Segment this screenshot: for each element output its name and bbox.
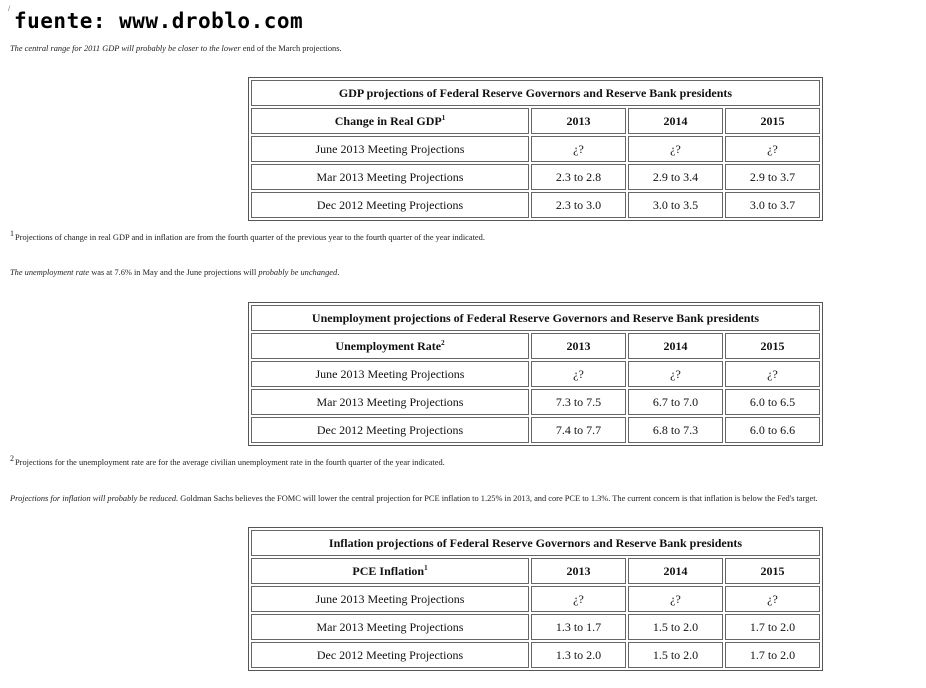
row-label: Mar 2013 Meeting Projections (251, 614, 529, 640)
value-cell: ¿? (725, 136, 820, 162)
gdp-intro-note (10, 44, 342, 53)
value-cell: 6.0 to 6.5 (725, 389, 820, 415)
value-cell: 2.9 to 3.4 (628, 164, 723, 190)
value-cell: ¿? (531, 136, 626, 162)
value-cell: 2.3 to 3.0 (531, 192, 626, 218)
top-tick-mark: / (8, 4, 11, 13)
value-cell: 1.5 to 2.0 (628, 614, 723, 640)
unemployment-header-label: Unemployment Rate (335, 338, 442, 353)
row-label: June 2013 Meeting Projections (251, 136, 529, 162)
table-row (251, 642, 820, 668)
value-cell: 3.0 to 3.5 (628, 192, 723, 218)
gdp-header-label-cell (251, 108, 529, 134)
inflation-year-2015: 2015 (725, 558, 820, 584)
unemployment-intro-note (10, 268, 339, 277)
value-cell: 1.3 to 2.0 (531, 642, 626, 668)
gdp-year-2015: 2015 (725, 108, 820, 134)
inflation-table-title: Inflation projections of Federal Reserve Governors and Reserve Bank presidents (251, 530, 820, 556)
value-cell: 2.9 to 3.7 (725, 164, 820, 190)
inflation-header-label-cell (251, 558, 529, 584)
source-watermark: fuente: www.droblo.com (14, 9, 304, 33)
footnote-2-number: 2 (10, 454, 14, 463)
value-cell: ¿? (628, 361, 723, 387)
value-cell: ¿? (531, 586, 626, 612)
footnote-2 (10, 454, 445, 467)
value-cell: ¿? (725, 361, 820, 387)
inflation-year-2013: 2013 (531, 558, 626, 584)
table-row (251, 586, 820, 612)
inflation-intro-italic: Projections for inflation will probably be reduced. (10, 494, 179, 503)
gdp-year-2014: 2014 (628, 108, 723, 134)
footnote-1-number: 1 (10, 229, 14, 238)
unemployment-header-label-cell (251, 333, 529, 359)
unemployment-year-2015: 2015 (725, 333, 820, 359)
value-cell: 7.3 to 7.5 (531, 389, 626, 415)
footnote-1 (10, 229, 485, 242)
row-label: Dec 2012 Meeting Projections (251, 642, 529, 668)
table-row (251, 192, 820, 218)
gdp-year-2013: 2013 (531, 108, 626, 134)
value-cell: 2.3 to 2.8 (531, 164, 626, 190)
value-cell: 6.0 to 6.6 (725, 417, 820, 443)
value-cell: 3.0 to 3.7 (725, 192, 820, 218)
table-row (251, 614, 820, 640)
row-label: Dec 2012 Meeting Projections (251, 417, 529, 443)
unemployment-table-title: Unemployment projections of Federal Reserve Governors and Reserve Bank presidents (251, 305, 820, 331)
unemp-intro-italic-1: The unemployment rate (10, 268, 90, 277)
inflation-year-2014: 2014 (628, 558, 723, 584)
value-cell: 1.5 to 2.0 (628, 642, 723, 668)
inflation-projections-table (248, 527, 823, 671)
value-cell: ¿? (628, 136, 723, 162)
table-row (251, 417, 820, 443)
footnote-1-text: Projections of change in real GDP and in inflation are from the fourth quarter of the previous year to the fourth quarter of the year indicated. (15, 232, 485, 242)
table-row (251, 389, 820, 415)
unemployment-year-2014: 2014 (628, 333, 723, 359)
row-label: June 2013 Meeting Projections (251, 361, 529, 387)
inflation-intro-rest: Goldman Sachs believes the FOMC will lower the central projection for PCE inflation to 1.25% in 2013, and core PCE to 1.3%. The current concern is that inflation is below the Fed's target. (178, 494, 818, 503)
value-cell: 6.7 to 7.0 (628, 389, 723, 415)
inflation-header-sup: 1 (424, 563, 428, 572)
gdp-header-sup: 1 (441, 113, 446, 122)
gdp-projections-table (248, 77, 823, 221)
value-cell: 6.8 to 7.3 (628, 417, 723, 443)
value-cell: 1.3 to 1.7 (531, 614, 626, 640)
unemployment-projections-table (248, 302, 823, 446)
gdp-intro-rest: end of the March projections. (240, 44, 342, 53)
table-row (251, 164, 820, 190)
gdp-intro-italic: The central range for 2011 GDP will probably be closer to the lower (10, 44, 241, 53)
inflation-header-label: PCE Inflation (352, 563, 425, 578)
row-label: Mar 2013 Meeting Projections (251, 164, 529, 190)
gdp-table-title: GDP projections of Federal Reserve Governors and Reserve Bank presidents (251, 80, 820, 106)
value-cell: ¿? (725, 586, 820, 612)
unemployment-year-2013: 2013 (531, 333, 626, 359)
value-cell: 1.7 to 2.0 (725, 614, 820, 640)
unemp-intro-italic-2: probably be unchanged (258, 268, 338, 277)
unemp-intro-end: . (337, 268, 340, 277)
row-label: Mar 2013 Meeting Projections (251, 389, 529, 415)
value-cell: ¿? (531, 361, 626, 387)
unemp-intro-mid: was at 7.6% in May and the June projections will (89, 268, 259, 277)
value-cell: 7.4 to 7.7 (531, 417, 626, 443)
unemployment-header-sup: 2 (441, 338, 445, 347)
value-cell: ¿? (628, 586, 723, 612)
value-cell: 1.7 to 2.0 (725, 642, 820, 668)
table-row (251, 361, 820, 387)
gdp-header-label: Change in Real GDP (334, 113, 442, 128)
inflation-intro-note (10, 494, 818, 503)
table-row (251, 136, 820, 162)
row-label: June 2013 Meeting Projections (251, 586, 529, 612)
footnote-2-text: Projections for the unemployment rate are for the average civilian unemployment rate in the fourth quarter of the year indicated. (15, 457, 445, 467)
row-label: Dec 2012 Meeting Projections (251, 192, 529, 218)
